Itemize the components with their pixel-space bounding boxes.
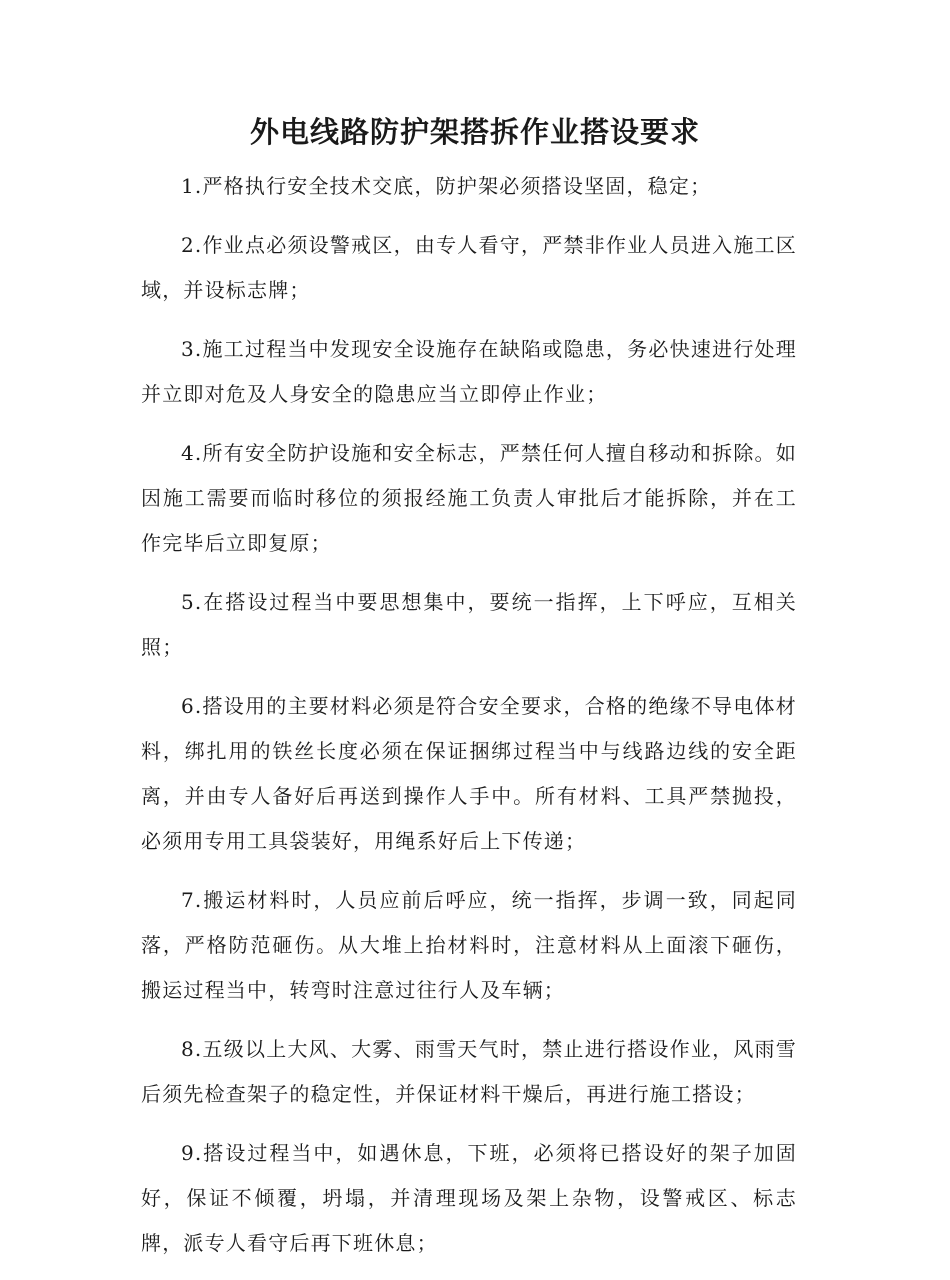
paragraph-7: 7.搬运材料时，人员应前后呼应，统一指挥，步调一致，同起同落，严格防范砸伤。从大堆上抬材料时，注意材料从上面滚下砸伤，搬运过程当中，转弯时注意过往行人及车辆；: [141, 888, 797, 1002]
paragraph-8: 8.五级以上大风、大雾、雨雪天气时，禁止进行搭设作业，风雨雪后须先检查架子的稳定性，并保证材料干燥后，再进行施工搭设；: [141, 1037, 797, 1106]
paragraph-5: 5.在搭设过程当中要思想集中，要统一指挥，上下呼应，互相关照；: [141, 590, 797, 659]
document-title: 外电线路防护架搭拆作业搭设要求: [249, 115, 700, 149]
paragraph-4: 4.所有安全防护设施和安全标志，严禁任何人擅自移动和拆除。如因施工需要而临时移位的须报经施工负责人审批后才能拆除，并在工作完毕后立即复原；: [141, 441, 797, 555]
paragraph-6: 6.搭设用的主要材料必须是符合安全要求，合格的绝缘不导电体材料，绑扎用的铁丝长度必须在保证捆绑过程当中与线路边线的安全距离，并由专人备好后再送到操作人手中。所有材料、工具严禁抛投，必须用专用工具袋装好，用绳系好后上下传递；: [141, 694, 797, 853]
paragraph-1: 1.严格执行安全技术交底，防护架必须搭设坚固，稳定；: [181, 174, 712, 198]
paragraph-9: 9.搭设过程当中，如遇休息，下班，必须将已搭设好的架子加固好，保证不倾覆，坍塌，并清理现场及架上杂物，设警戒区、标志牌，派专人看守后再下班休息；: [141, 1141, 797, 1255]
paragraph-2: 2.作业点必须设警戒区，由专人看守，严禁非作业人员进入施工区域，并设标志牌；: [141, 233, 797, 302]
paragraph-3: 3.施工过程当中发现安全设施存在缺陷或隐患，务必快速进行处理并立即对危及人身安全的隐患应当立即停止作业；: [141, 337, 797, 406]
document-body: [141, 164, 797, 1280]
